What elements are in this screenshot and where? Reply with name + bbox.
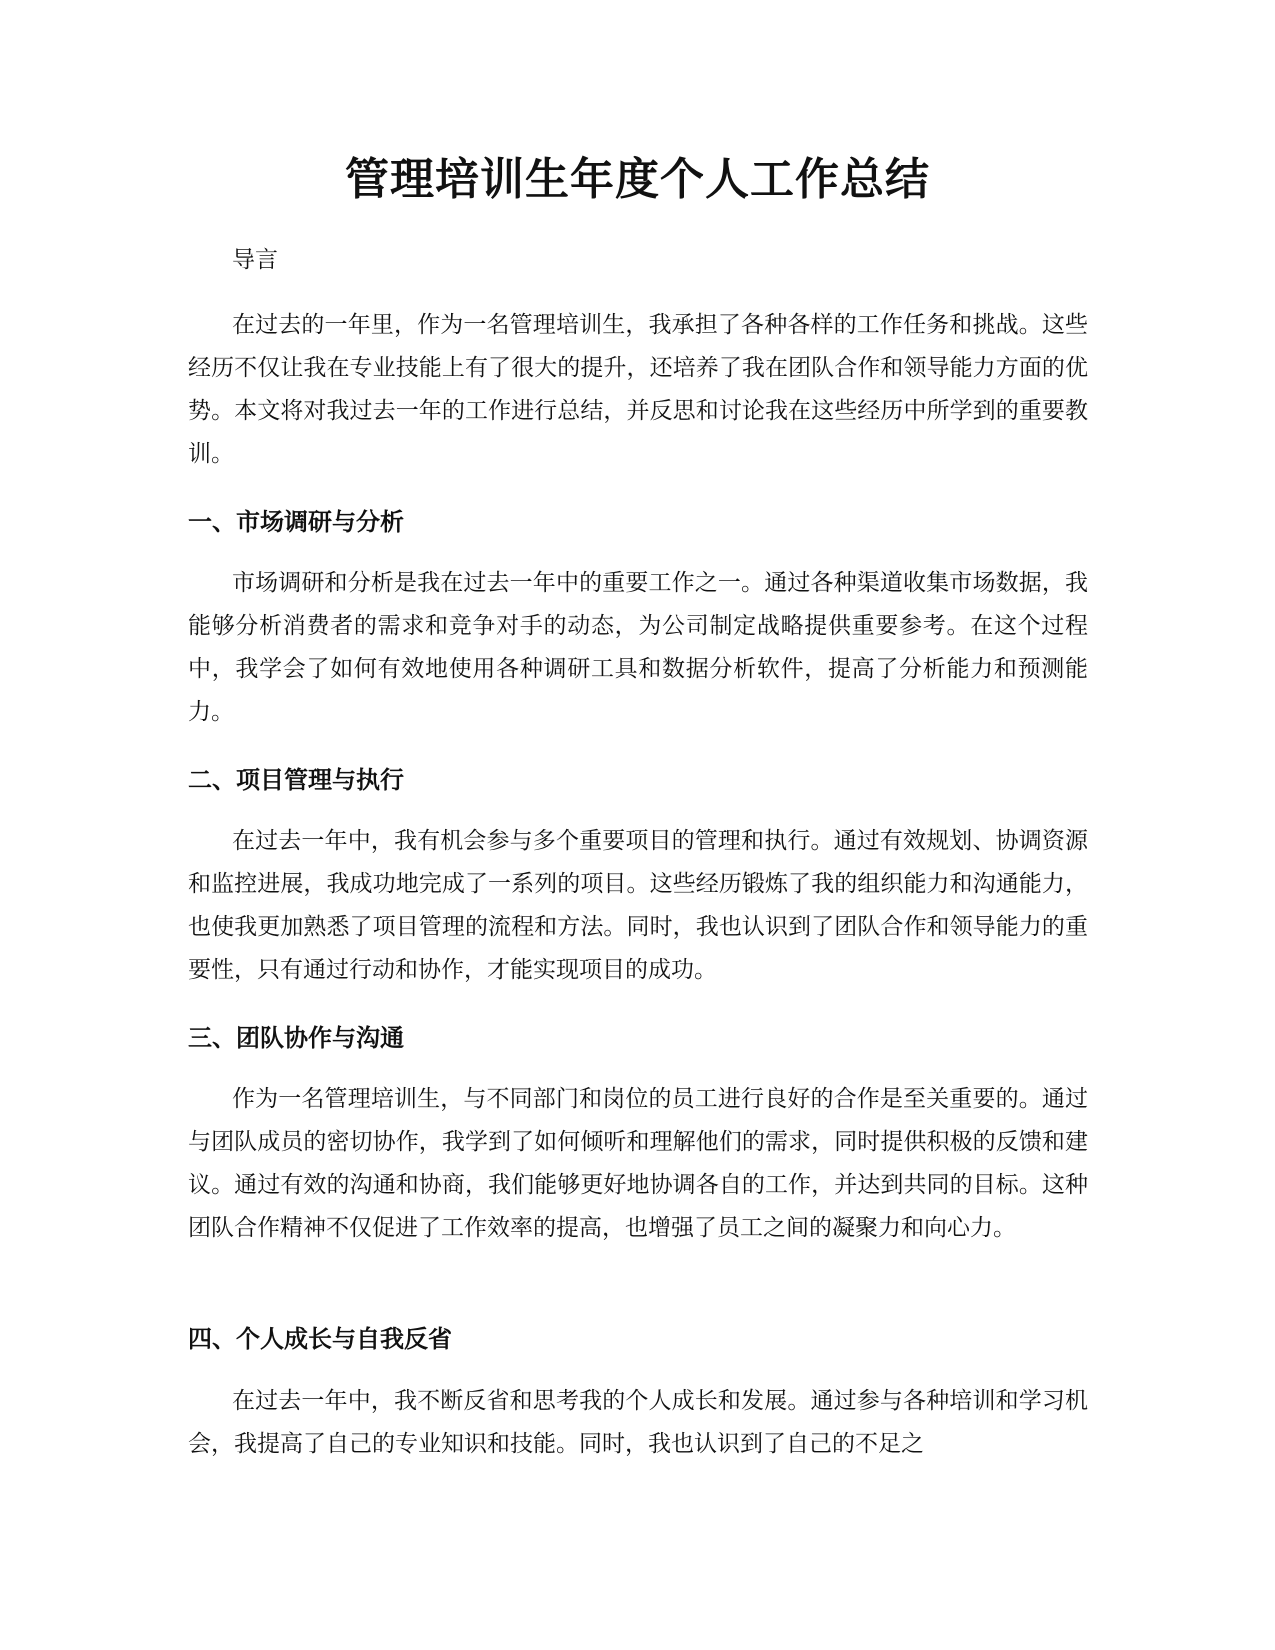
section-heading-personal-growth: 四、个人成长与自我反省 <box>188 1325 452 1353</box>
document-title: 管理培训生年度个人工作总结 <box>345 154 930 205</box>
intro-paragraph: 在过去的一年里，作为一名管理培训生，我承担了各种各样的工作任务和挑战。这些经历不仅让我在专业技能上有了很大的提升，还培养了我在团队合作和领导能力方面的优势。本文将对我过去一年的工作进行总结，并反思和讨论我在这些经历中所学到的重要教训。 <box>188 312 1088 467</box>
section-heading-project-management: 二、项目管理与执行 <box>188 766 404 794</box>
section-paragraph-personal-growth: 在过去一年中，我不断反省和思考我的个人成长和发展。通过参与各种培训和学习机会，我提高了自己的专业知识和技能。同时，我也认识到了自己的不足之 <box>188 1388 1088 1457</box>
section-paragraph-team-collaboration: 作为一名管理培训生，与不同部门和岗位的员工进行良好的合作是至关重要的。通过与团队成员的密切协作，我学到了如何倾听和理解他们的需求，同时提供积极的反馈和建议。通过有效的沟通和协商，我们能够更好地协调各自的工作，并达到共同的目标。这种团队合作精神不仅促进了工作效率的提高，也增强了员工之间的凝聚力和向心力。 <box>188 1086 1088 1241</box>
intro-label: 导言 <box>232 247 278 273</box>
section-paragraph-market-research: 市场调研和分析是我在过去一年中的重要工作之一。通过各种渠道收集市场数据，我能够分析消费者的需求和竞争对手的动态，为公司制定战略提供重要参考。在这个过程中，我学会了如何有效地使用各种调研工具和数据分析软件，提高了分析能力和预测能力。 <box>188 570 1088 725</box>
section-heading-market-research: 一、市场调研与分析 <box>188 508 404 536</box>
section-heading-team-collaboration: 三、团队协作与沟通 <box>188 1024 404 1052</box>
section-paragraph-project-management: 在过去一年中，我有机会参与多个重要项目的管理和执行。通过有效规划、协调资源和监控进展，我成功地完成了一系列的项目。这些经历锻炼了我的组织能力和沟通能力，也使我更加熟悉了项目管理的流程和方法。同时，我也认识到了团队合作和领导能力的重要性，只有通过行动和协作，才能实现项目的成功。 <box>188 828 1088 983</box>
